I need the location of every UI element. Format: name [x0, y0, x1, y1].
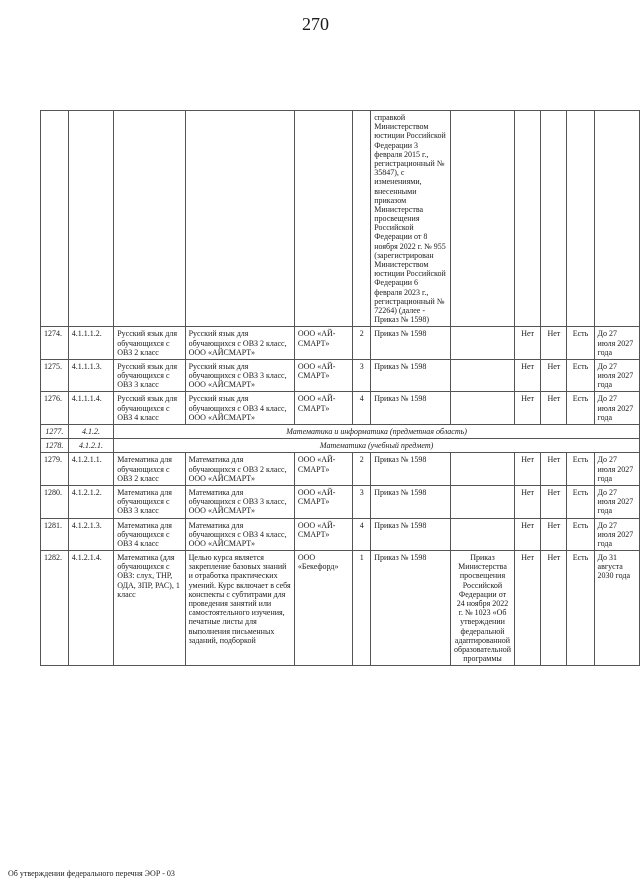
- cell-deadline: До 31 августа 2030 года: [594, 551, 639, 666]
- cell-c2: Нет: [541, 359, 567, 392]
- cell-c2: Нет: [541, 551, 567, 666]
- cell-desc: Русский язык для обучающихся с ОВЗ 4 класс, ООО «АЙСМАРТ»: [185, 392, 294, 425]
- page-number: 270: [302, 14, 329, 34]
- section-title: Математика и информатика (предметная область): [114, 425, 640, 439]
- cell-desc: Математика для обучающихся с ОВЗ 3 класс, ООО «АЙСМАРТ»: [185, 485, 294, 518]
- cell-num: [41, 111, 69, 327]
- cell-publisher: ООО «АЙ-СМАРТ»: [294, 485, 352, 518]
- cell-desc: [185, 111, 294, 327]
- cell-deadline: До 27 июля 2027 года: [594, 327, 639, 360]
- cell-order: Приказ № 1598: [371, 518, 451, 551]
- cell-name: Математика для обучающихся с ОВЗ 3 класс: [114, 485, 185, 518]
- cell-desc: Русский язык для обучающихся с ОВЗ 2 класс, ООО «АЙСМАРТ»: [185, 327, 294, 360]
- cell-c1: Нет: [515, 392, 541, 425]
- cell-c3: Есть: [567, 327, 594, 360]
- cell-extra: Приказ Министерства просвещения Российской Федерации от 24 ноября 2022 г. № 1023 «Об утверждении федеральной адаптированной образовательной программы: [451, 551, 515, 666]
- cell-c2: [541, 111, 567, 327]
- cell-extra: [451, 392, 515, 425]
- cell-code: 4.1.1.1.3.: [68, 359, 113, 392]
- cell-c1: [515, 111, 541, 327]
- cell-num: 1278.: [41, 439, 69, 453]
- cell-code: 4.1.2.1.3.: [68, 518, 113, 551]
- cell-extra: [451, 359, 515, 392]
- cell-publisher: ООО «АЙ-СМАРТ»: [294, 518, 352, 551]
- cell-code: 4.1.2.1.4.: [68, 551, 113, 666]
- cell-num: 1277.: [41, 425, 69, 439]
- cell-c1: Нет: [515, 327, 541, 360]
- cell-order: справкой Министерством юстиции Российской Федерации 3 февраля 2015 г., регистрационный № 35847), с изменениями, внесенными приказом Министерства просвещения Российской Федерации от 8 ноября 2022 г. № 955 (зарегистрирован Министерством юстиции Российской Федерации 6 февраля 2023 г., регистрационный № 72264) (далее - Приказ № 1598): [371, 111, 451, 327]
- cell-c2: Нет: [541, 327, 567, 360]
- cell-code: 4.1.2.1.1.: [68, 453, 113, 486]
- cell-order: Приказ № 1598: [371, 359, 451, 392]
- cell-num: 1280.: [41, 485, 69, 518]
- cell-c1: Нет: [515, 359, 541, 392]
- cell-publisher: ООО «АЙ-СМАРТ»: [294, 392, 352, 425]
- cell-c1: Нет: [515, 518, 541, 551]
- section-row: [41, 439, 640, 453]
- cell-c2: Нет: [541, 485, 567, 518]
- cell-name: [114, 111, 185, 327]
- cell-c3: [567, 111, 594, 327]
- cell-order: Приказ № 1598: [371, 327, 451, 360]
- cell-order: Приказ № 1598: [371, 392, 451, 425]
- cell-class: 4: [353, 392, 371, 425]
- cell-c1: Нет: [515, 551, 541, 666]
- eor-table: [40, 110, 640, 666]
- table-row: [41, 392, 640, 425]
- cell-num: 1282.: [41, 551, 69, 666]
- section-row: [41, 425, 640, 439]
- cell-name: Математика для обучающихся с ОВЗ 2 класс: [114, 453, 185, 486]
- cell-class: 2: [353, 327, 371, 360]
- cell-name: Математика для обучающихся с ОВЗ 4 класс: [114, 518, 185, 551]
- table-row: [41, 111, 640, 327]
- section-title: Математика (учебный предмет): [114, 439, 640, 453]
- cell-name: Русский язык для обучающихся с ОВЗ 4 класс: [114, 392, 185, 425]
- cell-c3: Есть: [567, 359, 594, 392]
- cell-desc: Математика для обучающихся с ОВЗ 4 класс, ООО «АЙСМАРТ»: [185, 518, 294, 551]
- cell-order: Приказ № 1598: [371, 551, 451, 666]
- cell-desc: Математика для обучающихся с ОВЗ 2 класс, ООО «АЙСМАРТ»: [185, 453, 294, 486]
- cell-desc: Русский язык для обучающихся с ОВЗ 3 класс, ООО «АЙСМАРТ»: [185, 359, 294, 392]
- cell-code: [68, 111, 113, 327]
- cell-c3: Есть: [567, 392, 594, 425]
- cell-publisher: ООО «АЙ-СМАРТ»: [294, 327, 352, 360]
- cell-order: Приказ № 1598: [371, 453, 451, 486]
- cell-class: 2: [353, 453, 371, 486]
- cell-class: 3: [353, 485, 371, 518]
- cell-extra: [451, 518, 515, 551]
- cell-desc: Целью курса является закрепление базовых знаний и отработка практических умений. Курс включает в себя конспекты с субтитрами для проведения занятий или самостоятельного изучения, печатные листы для выполнения письменных заданий, подборкой: [185, 551, 294, 666]
- cell-num: 1281.: [41, 518, 69, 551]
- cell-code: 4.1.2.1.2.: [68, 485, 113, 518]
- cell-deadline: До 27 июля 2027 года: [594, 485, 639, 518]
- cell-extra: [451, 485, 515, 518]
- cell-publisher: ООО «Бекефорд»: [294, 551, 352, 666]
- table-row: [41, 453, 640, 486]
- cell-deadline: [594, 111, 639, 327]
- cell-code: 4.1.2.1.: [68, 439, 113, 453]
- cell-extra: [451, 111, 515, 327]
- footer-text: Об утверждении федерального перечня ЭОР - 03: [8, 869, 175, 878]
- cell-extra: [451, 453, 515, 486]
- cell-publisher: [294, 111, 352, 327]
- cell-c1: Нет: [515, 485, 541, 518]
- table-row: [41, 485, 640, 518]
- cell-num: 1274.: [41, 327, 69, 360]
- cell-class: 4: [353, 518, 371, 551]
- table-row: [41, 359, 640, 392]
- cell-c3: Есть: [567, 453, 594, 486]
- table-row: [41, 327, 640, 360]
- cell-code: 4.1.1.1.2.: [68, 327, 113, 360]
- cell-class: 1: [353, 551, 371, 666]
- cell-num: 1275.: [41, 359, 69, 392]
- cell-c2: Нет: [541, 453, 567, 486]
- cell-class: [353, 111, 371, 327]
- cell-name: Русский язык для обучающихся с ОВЗ 3 класс: [114, 359, 185, 392]
- cell-name: Русский язык для обучающихся с ОВЗ 2 класс: [114, 327, 185, 360]
- cell-c3: Есть: [567, 518, 594, 551]
- cell-deadline: До 27 июля 2027 года: [594, 518, 639, 551]
- cell-code: 4.1.1.1.4.: [68, 392, 113, 425]
- cell-deadline: До 27 июля 2027 года: [594, 359, 639, 392]
- cell-num: 1279.: [41, 453, 69, 486]
- cell-publisher: ООО «АЙ-СМАРТ»: [294, 359, 352, 392]
- cell-c2: Нет: [541, 392, 567, 425]
- cell-class: 3: [353, 359, 371, 392]
- cell-c1: Нет: [515, 453, 541, 486]
- cell-c2: Нет: [541, 518, 567, 551]
- table-row: [41, 551, 640, 666]
- cell-deadline: До 27 июля 2027 года: [594, 392, 639, 425]
- cell-deadline: До 27 июля 2027 года: [594, 453, 639, 486]
- cell-code: 4.1.2.: [68, 425, 113, 439]
- cell-name: Математика (для обучающихся с ОВЗ: слух, ТНР, ОДА, ЗПР, РАС), 1 класс: [114, 551, 185, 666]
- table-row: [41, 518, 640, 551]
- cell-c3: Есть: [567, 551, 594, 666]
- cell-extra: [451, 327, 515, 360]
- cell-order: Приказ № 1598: [371, 485, 451, 518]
- cell-c3: Есть: [567, 485, 594, 518]
- cell-publisher: ООО «АЙ-СМАРТ»: [294, 453, 352, 486]
- cell-num: 1276.: [41, 392, 69, 425]
